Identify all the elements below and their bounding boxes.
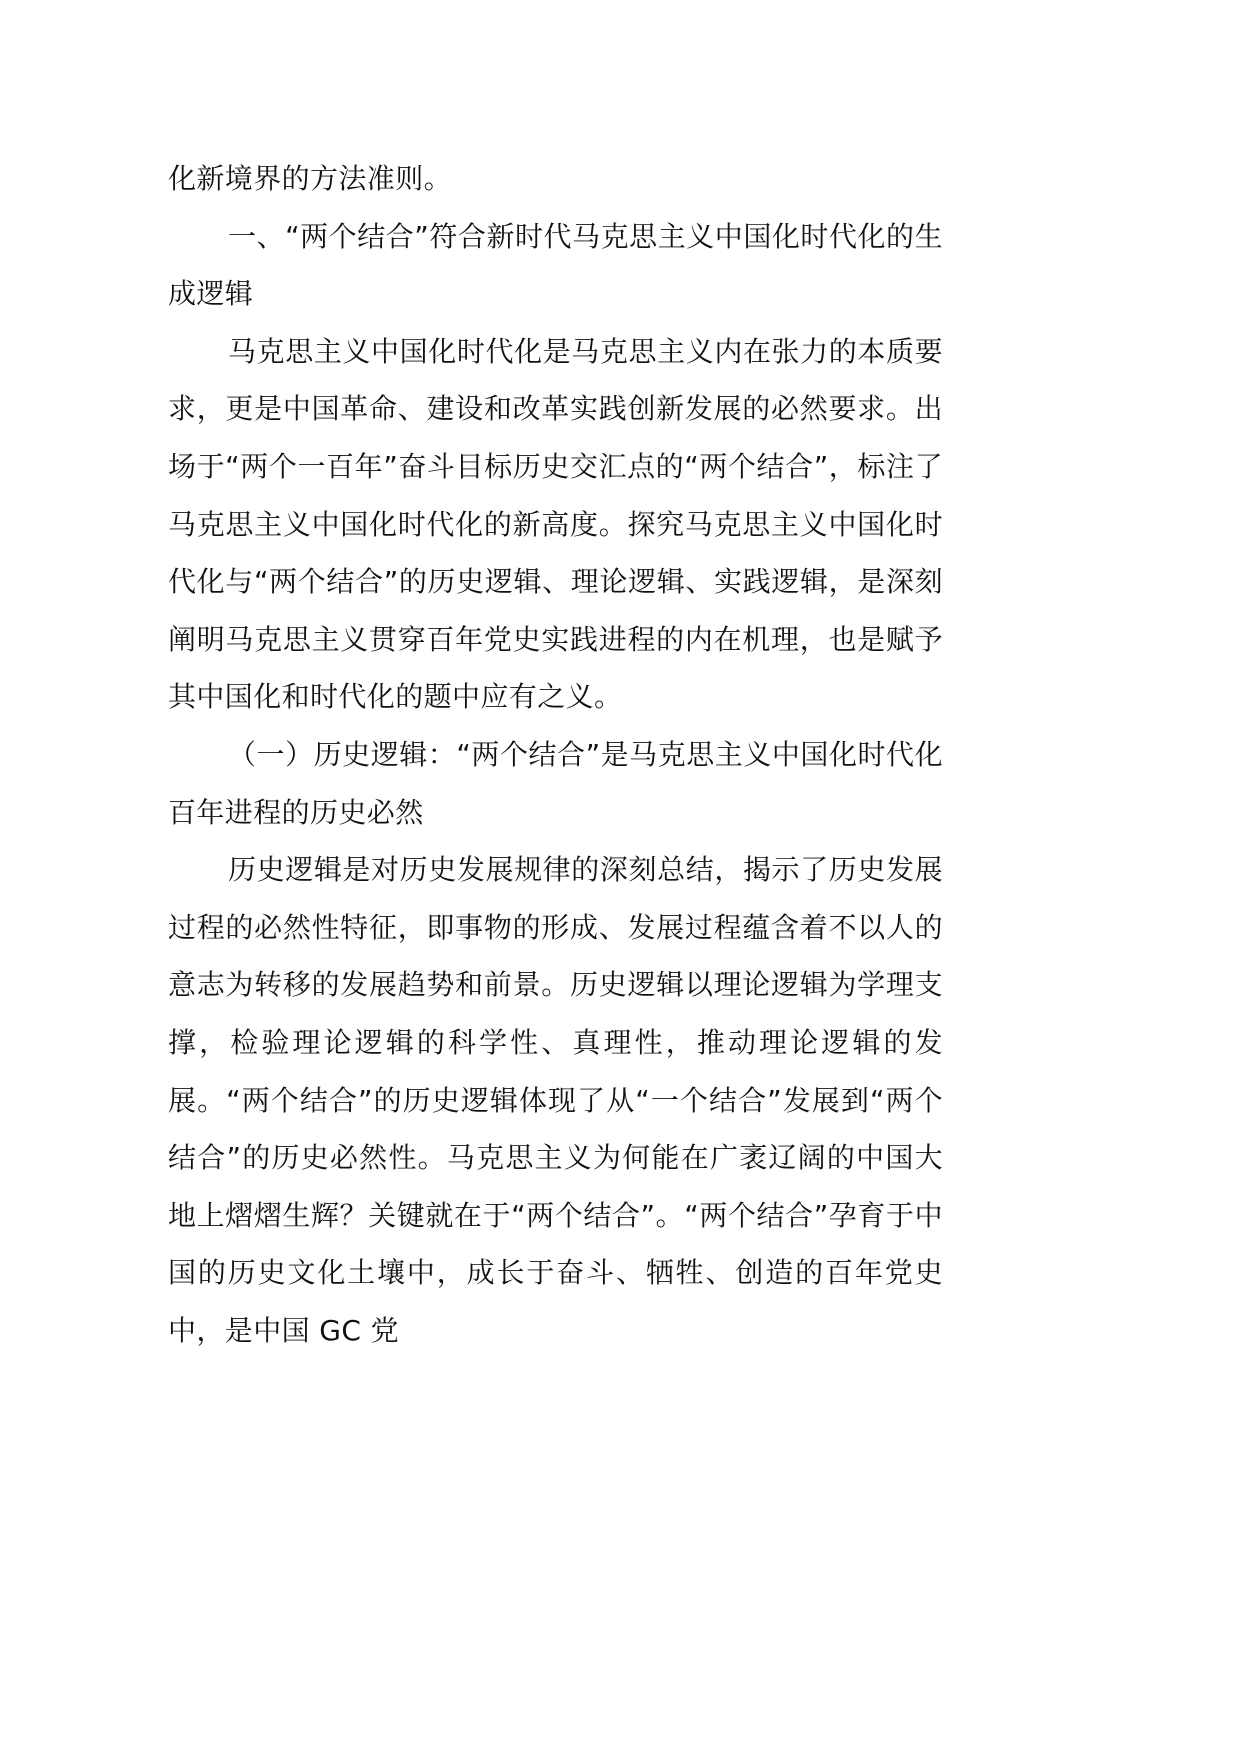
body-paragraph: 历史逻辑是对历史发展规律的深刻总结，揭示了历史发展过程的必然性特征，即事物的形成、发展过程蕴含着不以人的意志为转移的发展趋势和前景。历史逻辑以理论逻辑为学理支撑，检验理论逻辑的科学性、真理性，推动理论逻辑的发展。“两个结合”的历史逻辑体现了从“一个结合”发展到“两个结合”的历史必然性。马克思主义为何能在广袤辽阔的中国大地上熠熠生辉？关键就在于“两个结合”。“两个结合”孕育于中国的历史文化土壤中，成长于奋斗、牺牲、创造的百年党史中，是中国 GC 党 [168,853,943,1347]
document-page [168,150,943,1359]
subsection-heading-1: （一）历史逻辑：“两个结合”是马克思主义中国化时代化百年进程的历史必然 [168,737,943,829]
body-paragraph: 马克思主义中国化时代化是马克思主义内在张力的本质要求，更是中国革命、建设和改革实践创新发展的必然要求。出场于“两个一百年”奋斗目标历史交汇点的“两个结合”，标注了马克思主义中国化时代化的新高度。探究马克思主义中国化时代化与“两个结合”的历史逻辑、理论逻辑、实践逻辑，是深刻阐明马克思主义贯穿百年党史实践进程的内在机理，也是赋予其中国化和时代化的题中应有之义。 [168,334,943,714]
continuation-paragraph: 化新境界的方法准则。 [168,162,453,195]
section-heading-1: 一、“两个结合”符合新时代马克思主义中国化时代化的生成逻辑 [168,219,943,311]
